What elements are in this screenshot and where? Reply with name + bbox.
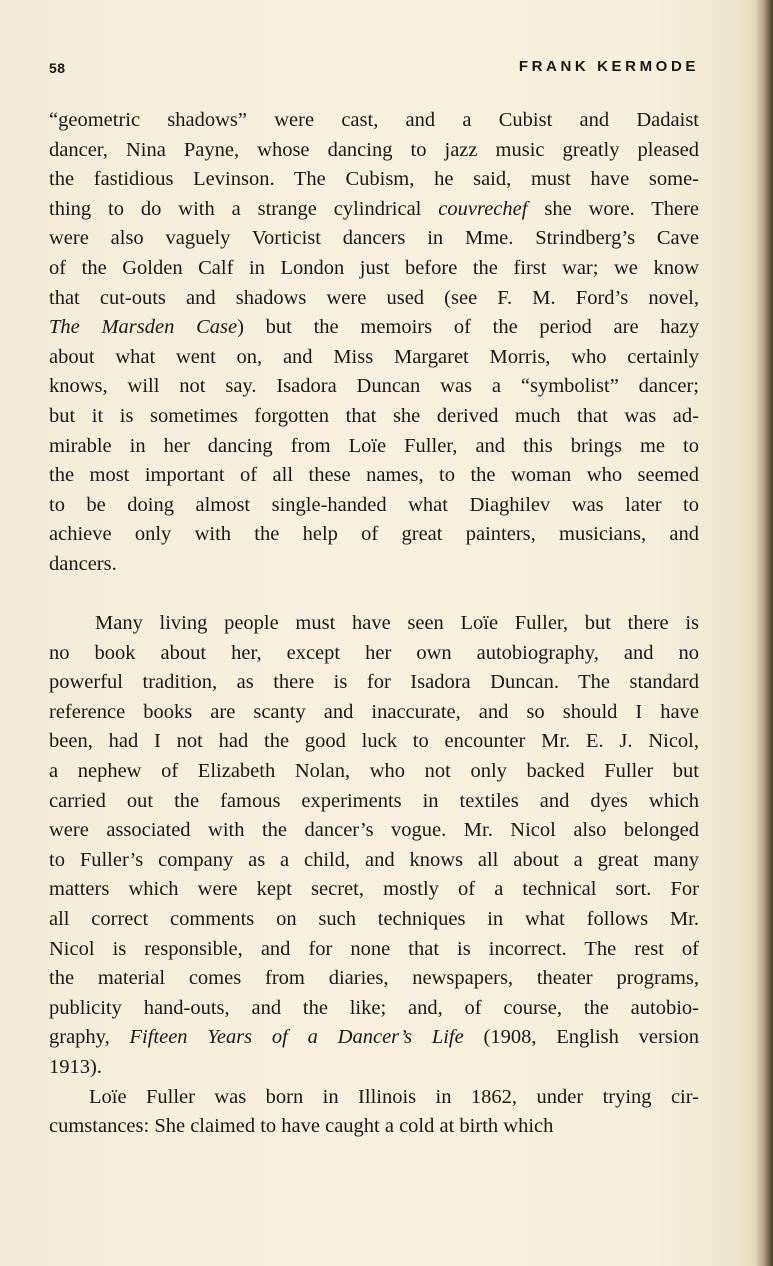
paragraph	[49, 609, 699, 1083]
text-line: 1913).	[49, 1056, 102, 1078]
text-line: to be doing almost single-handed what Diaghilev was later to	[49, 493, 699, 516]
body-text	[49, 106, 699, 1142]
text-line: a nephew of Elizabeth Nolan, who not only backed Fuller but	[49, 760, 699, 783]
italic-title: The Marsden Case	[49, 316, 238, 339]
text-line: Nicol is responsible, and for none that is incorrect. The rest of	[49, 937, 699, 960]
text-line: about what went on, and Miss Margaret Morris, who certainly	[49, 345, 699, 368]
text-line: cumstances: She claimed to have caught a cold at birth which	[49, 1115, 554, 1138]
text-line: “geometric shadows” were cast, and a Cubist and Dadaist	[49, 109, 699, 131]
text-line: no book about her, except her own autobiography, and no	[49, 641, 699, 664]
paragraph-spacer	[49, 580, 699, 610]
spine-shadow	[755, 0, 773, 1266]
text-line: of the Golden Calf in London just before the first war; we know	[49, 256, 699, 279]
page-header	[49, 58, 699, 82]
italic-title: couvrechef	[438, 197, 528, 220]
italic-title: Fifteen Years of a Dancer’s Life	[129, 1026, 464, 1049]
text-line: were associated with the dancer’s vogue. Mr. Nicol also belonged	[49, 819, 699, 842]
text-line: achieve only with the help of great painters, musicians, and	[49, 523, 699, 546]
text-line: that cut-outs and shadows were used (see F. M. Ford’s novel,	[49, 286, 699, 309]
paragraph	[49, 1083, 699, 1142]
text-line: powerful tradition, as there is for Isadora Duncan. The standard	[49, 671, 699, 694]
text-line: graphy, Fifteen Years of a Dancer’s Life (1908, English version	[49, 1026, 699, 1049]
text-line: were also vaguely Vorticist dancers in Mme. Strindberg’s Cave	[49, 227, 699, 250]
running-head: FRANK KERMODE	[518, 58, 699, 75]
text-line: knows, will not say. Isadora Duncan was a “symbolist” dancer;	[49, 375, 699, 398]
text-line: been, had I not had the good luck to encounter Mr. E. J. Nicol,	[49, 730, 699, 753]
text-line: carried out the famous experiments in textiles and dyes which	[49, 789, 699, 812]
text-line: the material comes from diaries, newspapers, theater programs,	[49, 967, 699, 990]
text-line: matters which were kept secret, mostly of a technical sort. For	[49, 878, 699, 901]
paragraph	[49, 106, 699, 580]
page-number: 58	[49, 60, 66, 76]
text-line: thing to do with a strange cylindrical couvrechef she wore. There	[49, 197, 700, 220]
text-line: but it is sometimes forgotten that she derived much that was ad-	[49, 404, 699, 427]
text-line: The Marsden Case) but the memoirs of the period are hazy	[49, 316, 699, 339]
text-line: mirable in her dancing from Loïe Fuller, and this brings me to	[49, 434, 699, 457]
text-line: dancers.	[49, 552, 117, 575]
text-line: all correct comments on such techniques in what follows Mr.	[49, 908, 699, 931]
text-line: Loïe Fuller was born in Illinois in 1862, under trying cir-	[89, 1085, 699, 1108]
text-line: the most important of all these names, to the woman who seemed	[49, 464, 699, 487]
text-line: dancer, Nina Payne, whose dancing to jazz music greatly pleased	[49, 138, 699, 161]
text-line: reference books are scanty and inaccurate, and so should I have	[49, 700, 699, 723]
text-line: Many living people must have seen Loïe Fuller, but there is	[95, 612, 699, 635]
text-line: to Fuller’s company as a child, and knows all about a great many	[49, 848, 699, 871]
text-line: the fastidious Levinson. The Cubism, he said, must have some-	[49, 168, 699, 191]
text-line: publicity hand-outs, and the like; and, of course, the autobio-	[49, 996, 699, 1019]
